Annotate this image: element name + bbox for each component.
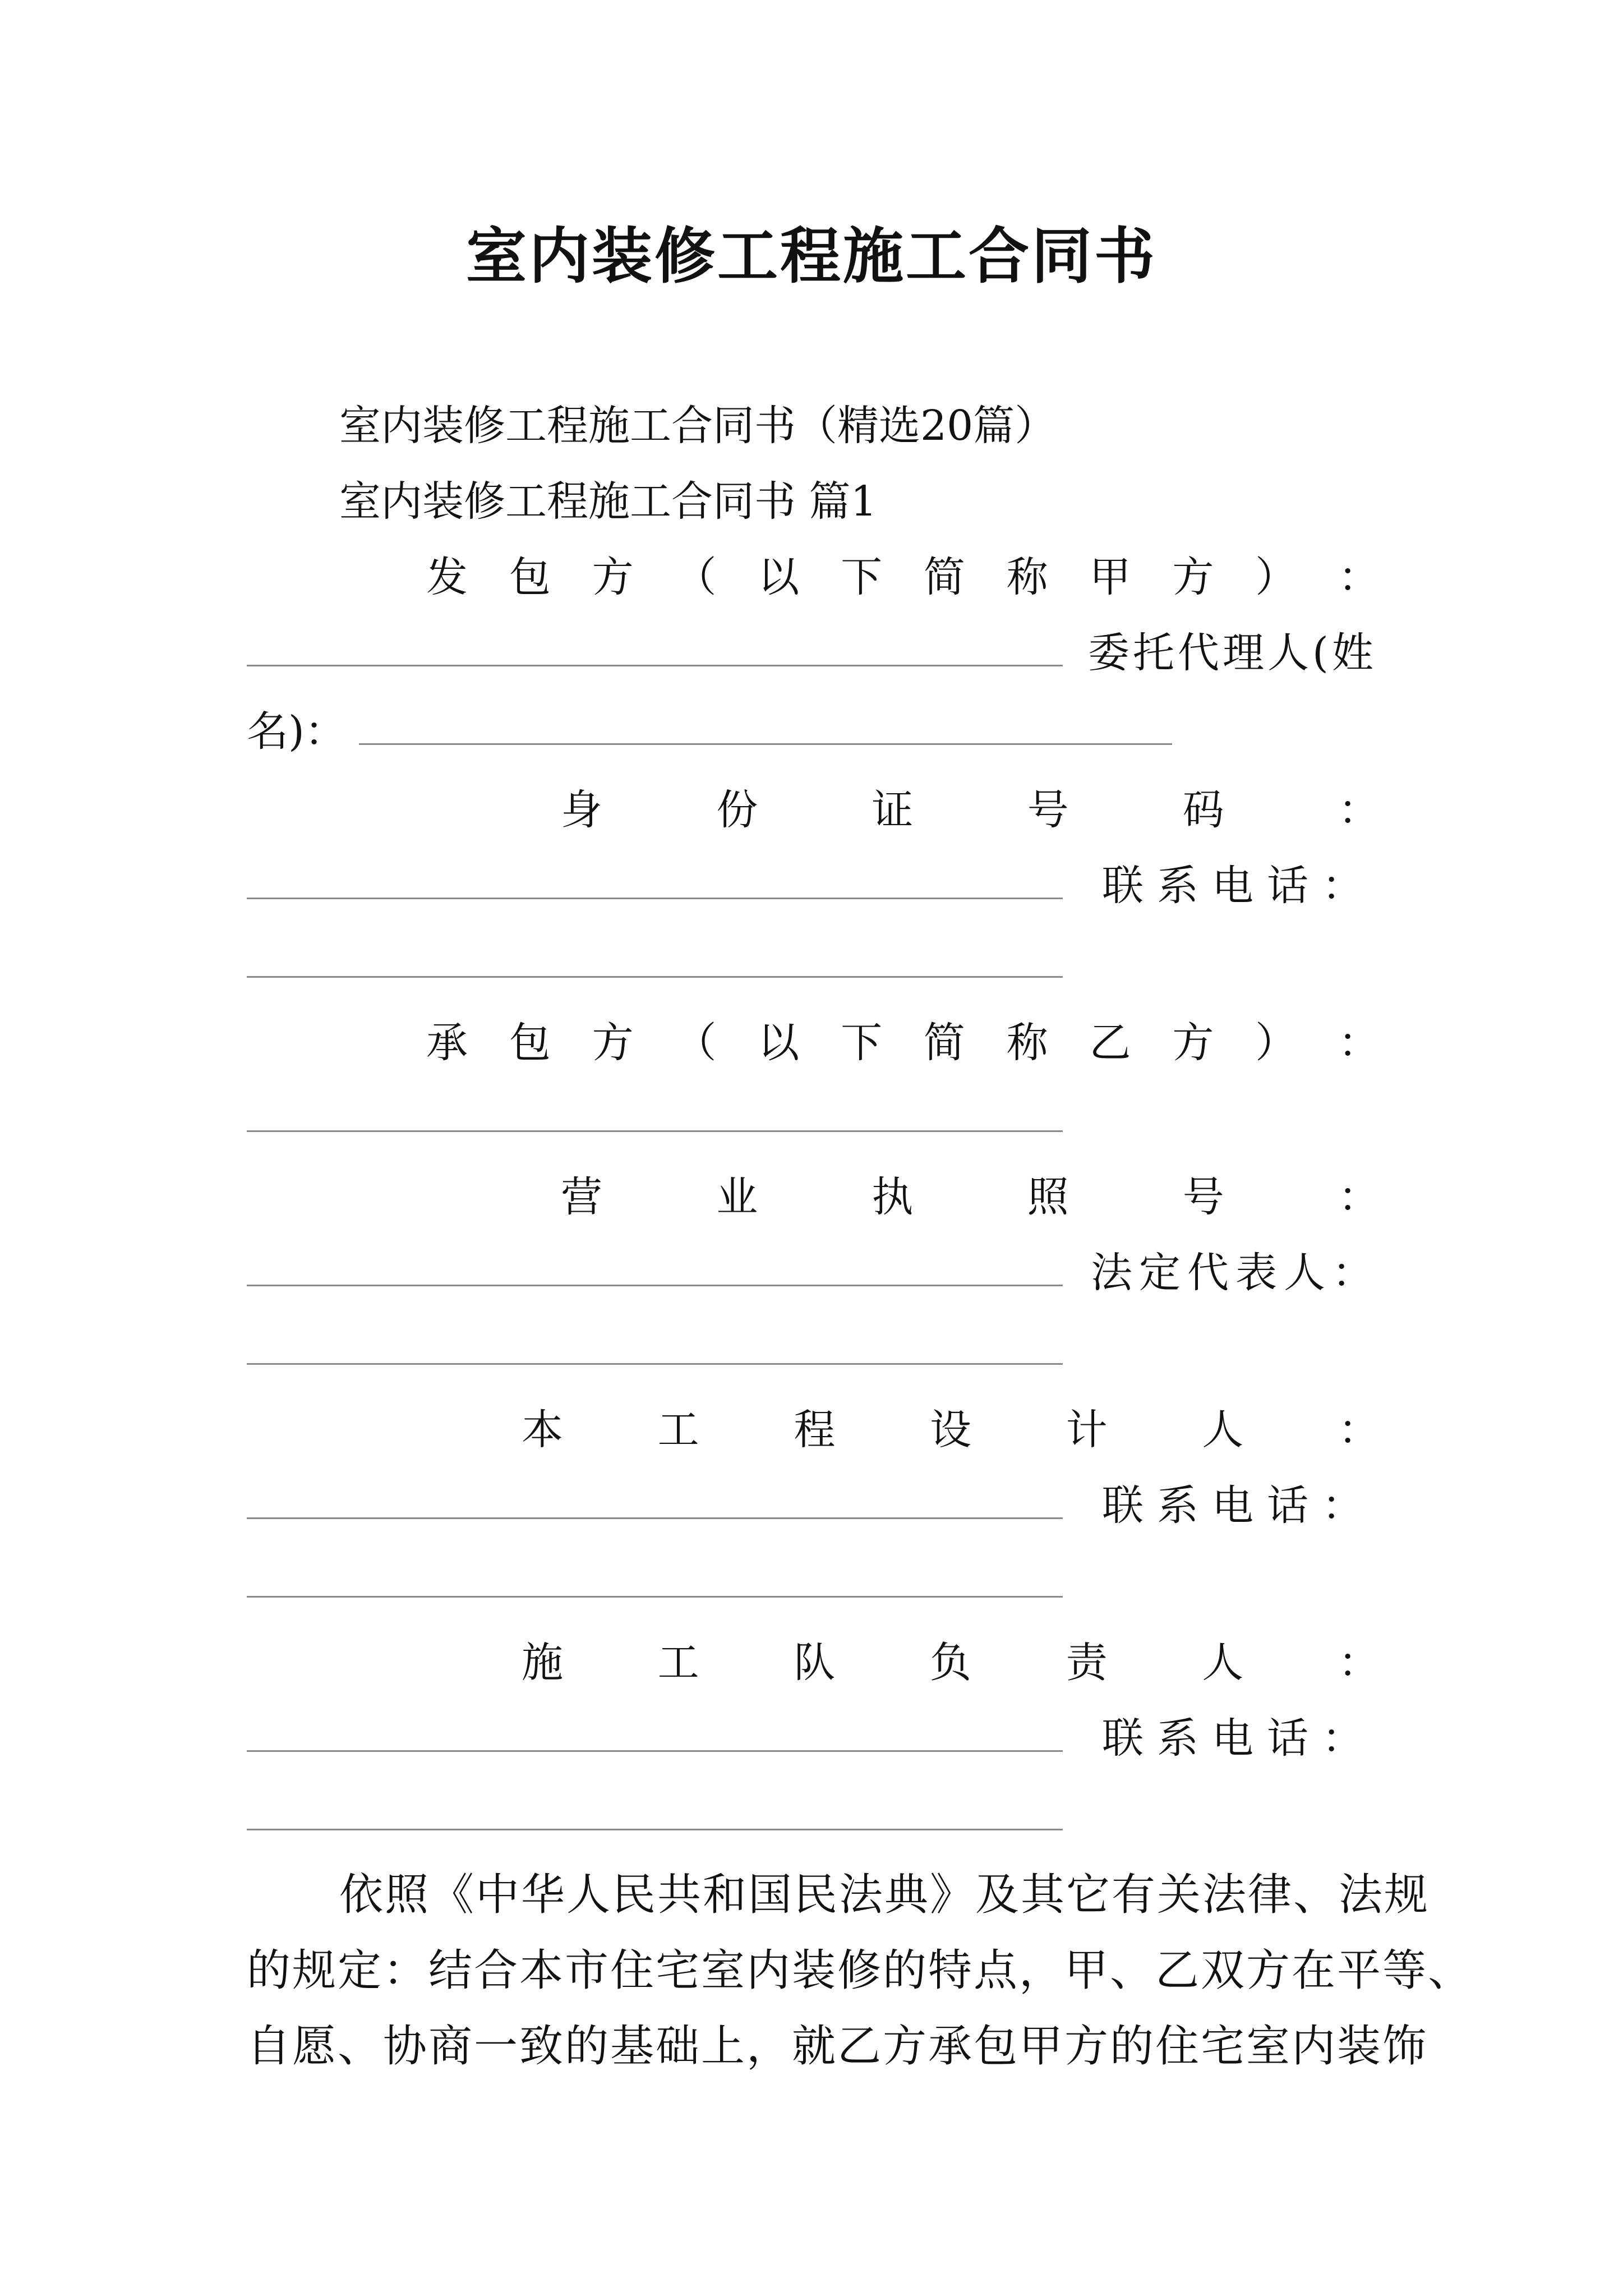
agent-label: 委托代理人(姓 xyxy=(1088,629,1377,677)
designer-blank[interactable] xyxy=(247,1517,1063,1519)
phone-label-2: 联系电话： xyxy=(1102,1481,1377,1530)
legal-rep-blank[interactable] xyxy=(247,1363,1063,1365)
phone-blank-2[interactable] xyxy=(247,1596,1063,1598)
body-line-3: 自愿、协商一致的基础上，就乙方承包甲方的住宅室内装饰 xyxy=(247,2021,1428,2072)
license-label: 营 业 执 照 号 ： xyxy=(561,1173,1380,1221)
page-title: 室内装修工程施工合同书 xyxy=(465,221,1157,292)
phone-label-3: 联系电话： xyxy=(1102,1714,1377,1763)
body-line-2: 的规定：结合本市住宅室内装修的特点，甲、乙双方在平等、 xyxy=(247,1945,1474,1996)
team-leader-label: 施 工 队 负 责 人 ： xyxy=(522,1639,1380,1687)
license-blank[interactable] xyxy=(247,1285,1063,1286)
subtitle: 室内装修工程施工合同书（精选20篇） xyxy=(339,402,1057,450)
party-b-blank[interactable] xyxy=(247,1130,1063,1132)
phone-label: 联系电话： xyxy=(1102,862,1377,910)
body-line-1: 依照《中华人民共和国民法典》及其它有关法律、法规 xyxy=(339,1870,1430,1920)
party-a-label: 发 包 方 （ 以 下 简 称 甲 方 ） ： xyxy=(426,553,1380,601)
legal-rep-label: 法定代表人： xyxy=(1091,1249,1380,1297)
designer-label: 本 工 程 设 计 人 ： xyxy=(522,1406,1380,1454)
party-b-label: 承 包 方 （ 以 下 简 称 乙 方 ） ： xyxy=(426,1019,1380,1067)
chapter-heading: 室内装修工程施工合同书 篇1 xyxy=(339,477,877,526)
agent-label-cont: 名)： xyxy=(247,707,346,756)
agent-name-blank[interactable] xyxy=(359,743,1172,745)
team-leader-blank[interactable] xyxy=(247,1750,1063,1752)
phone-blank-3[interactable] xyxy=(247,1829,1063,1830)
phone-blank[interactable] xyxy=(247,976,1063,978)
id-number-blank[interactable] xyxy=(247,898,1063,899)
id-number-label: 身 份 证 号 码 ： xyxy=(561,786,1380,834)
party-a-blank[interactable] xyxy=(247,665,1063,666)
